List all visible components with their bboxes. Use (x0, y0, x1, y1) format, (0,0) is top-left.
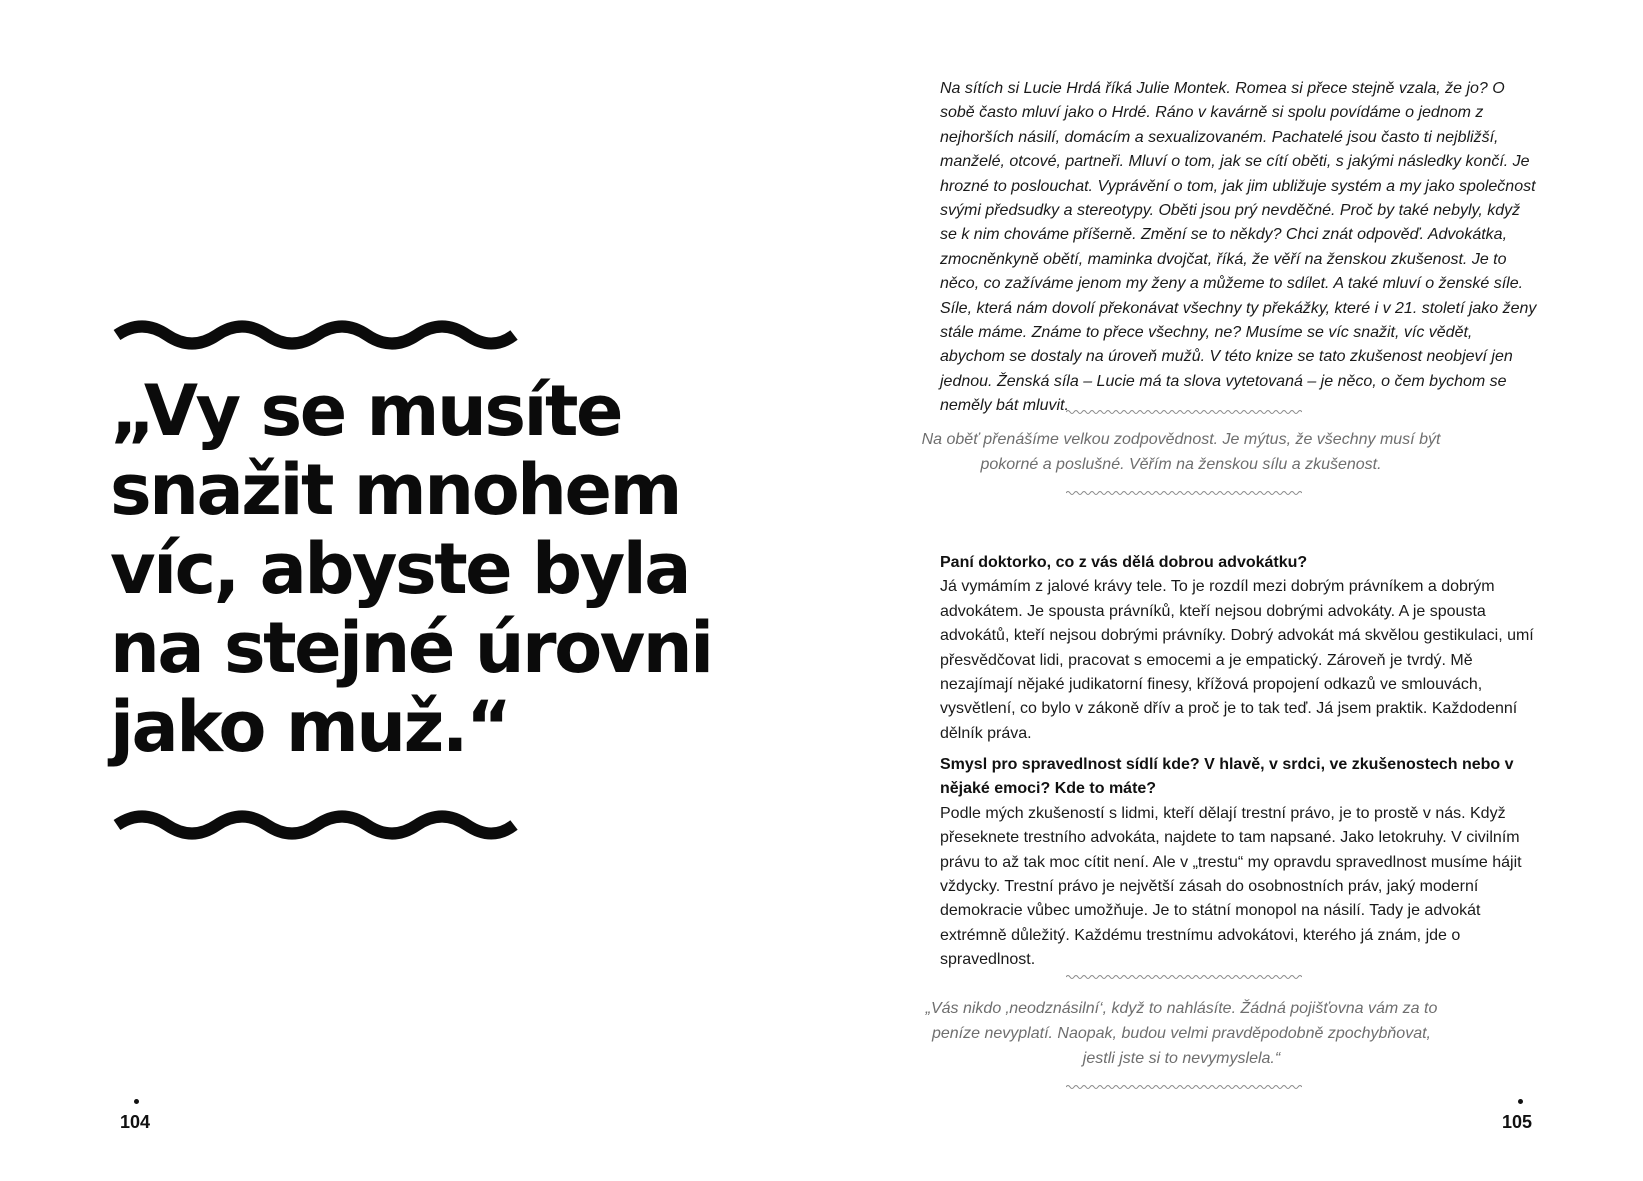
right-page (821, 0, 1643, 1181)
callout-quote: Na oběť přenášíme velkou zodpovědnost. Je mýtus, že všechny musí být pokorné a poslušné. Věřím na ženskou sílu a zkušenost. (921, 431, 1441, 473)
squiggle-divider (1066, 408, 1302, 416)
left-page (0, 0, 821, 1181)
folio-dot (1518, 1099, 1523, 1104)
page-number: 105 (1502, 1112, 1533, 1132)
squiggle-divider (1066, 973, 1302, 981)
intro-paragraph: Na sítích si Lucie Hrdá říká Julie Montek. Romea si přece stejně vzala, že jo? O sobě často mluví jako o Hrdé. Ráno v kavárně si spolu povídáme o jednom z nejhorších násilí, domácím a sexualizovaném. Pachatelé jsou často ti nejbližší, manželé, otcové, partneři. Mluví o tom, jak se cítí oběti, s jakými následky končí. Je hrozné to poslouchat. Vyprávění o tom, jak jim ubližuje systém a my jako společnost svými předsudky a stereotypy. Oběti jsou prý nevděčné. Proč by také nebyly, když se k nim chováme příšerně. Změní se to někdy? Chci znát odpověď. Advokátka, zmocněnkyně obětí, maminka dvojčat, říká, že věří na ženskou zkušenost. Je to něco, co zažíváme jenom my ženy a můžeme to sdílet. A také mluví o ženské síle. Síle, která nám dovolí překonávat všechny ty překážky, které i v 21. století jako ženy stále máme. Známe to přece všechny, ne? Musíme se víc snažit, víc vědět, abychom se dostaly na úroveň mužů. V této knize se tato zkušenost neobjeví jen jednou. Ženská síla – Lucie má ta slova vytetovaná – je něco, o čem bychom se neměly bát mluvit. (940, 80, 1537, 415)
page-number: 104 (120, 1112, 151, 1132)
squiggle-divider (1066, 1083, 1302, 1091)
interview-question: Smysl pro spravedlnost sídlí kde? V hlavě, v srdci, ve zkušenostech nebo v nějaké emoci? Kde to máte? (940, 756, 1514, 798)
callout-quote: „Vás nikdo ‚neodznásilní‘, když to nahlásíte. Žádná pojišťovna vám za to peníze nevyplatí. Naopak, budou velmi pravděpodobně zpochybňovat, jestli jste si to nevymyslela.“ (925, 1000, 1438, 1067)
interview-answer: Podle mých zkušeností s lidmi, kteří dělají trestní právo, je to prostě v nás. Když přeseknete trestního advokáta, najdete to tam napsané. Jako letokruhy. V civilním právu to až tak moc cítit není. Ale v „trestu“ my opravdu spravedlnost musíme hájit vždycky. Trestní právo je největší zásah do osobnostních práv, jaký moderní demokracie vůbec umožňuje. Je to státní monopol na násilí. Tady je advokát extrémně důležitý. Každému trestnímu advokátovi, kterého já znám, jde o spravedlnost. (940, 804, 1522, 969)
folio-dot (134, 1099, 139, 1104)
wave-ornament-top (113, 318, 518, 352)
squiggle-divider (1066, 489, 1302, 497)
qa-item (940, 551, 1540, 746)
interview-question: Paní doktorko, co z vás dělá dobrou advokátku? (940, 554, 1308, 571)
pull-quote: „Vy se musíte snažit mnohem víc, abyste byla na stejné úrovni jako muž.“ (110, 370, 712, 768)
interview-answer: Já vymámím z jalové krávy tele. To je rozdíl mezi dobrým právníkem a dobrým advokátem. Je spousta právníků, kteří nejsou dobrými advokáty. A je spousta advokátů, kteří nejsou dobrými právníky. Dobrý advokát má skvělou gestikulaci, umí přesvědčovat lidi, pracovat s emocemi a je empatický. Zároveň je tvrdý. Mě nezajímají nějaké judikatorní finesy, křížová propojení odkazů ve smlouvách, vysvětlení, co bylo v zákoně dřív a proč je to tak teď. Já jsem praktik. Každodenní dělník práva. (940, 578, 1534, 742)
qa-item (940, 753, 1540, 973)
wave-ornament-bottom (113, 808, 518, 842)
